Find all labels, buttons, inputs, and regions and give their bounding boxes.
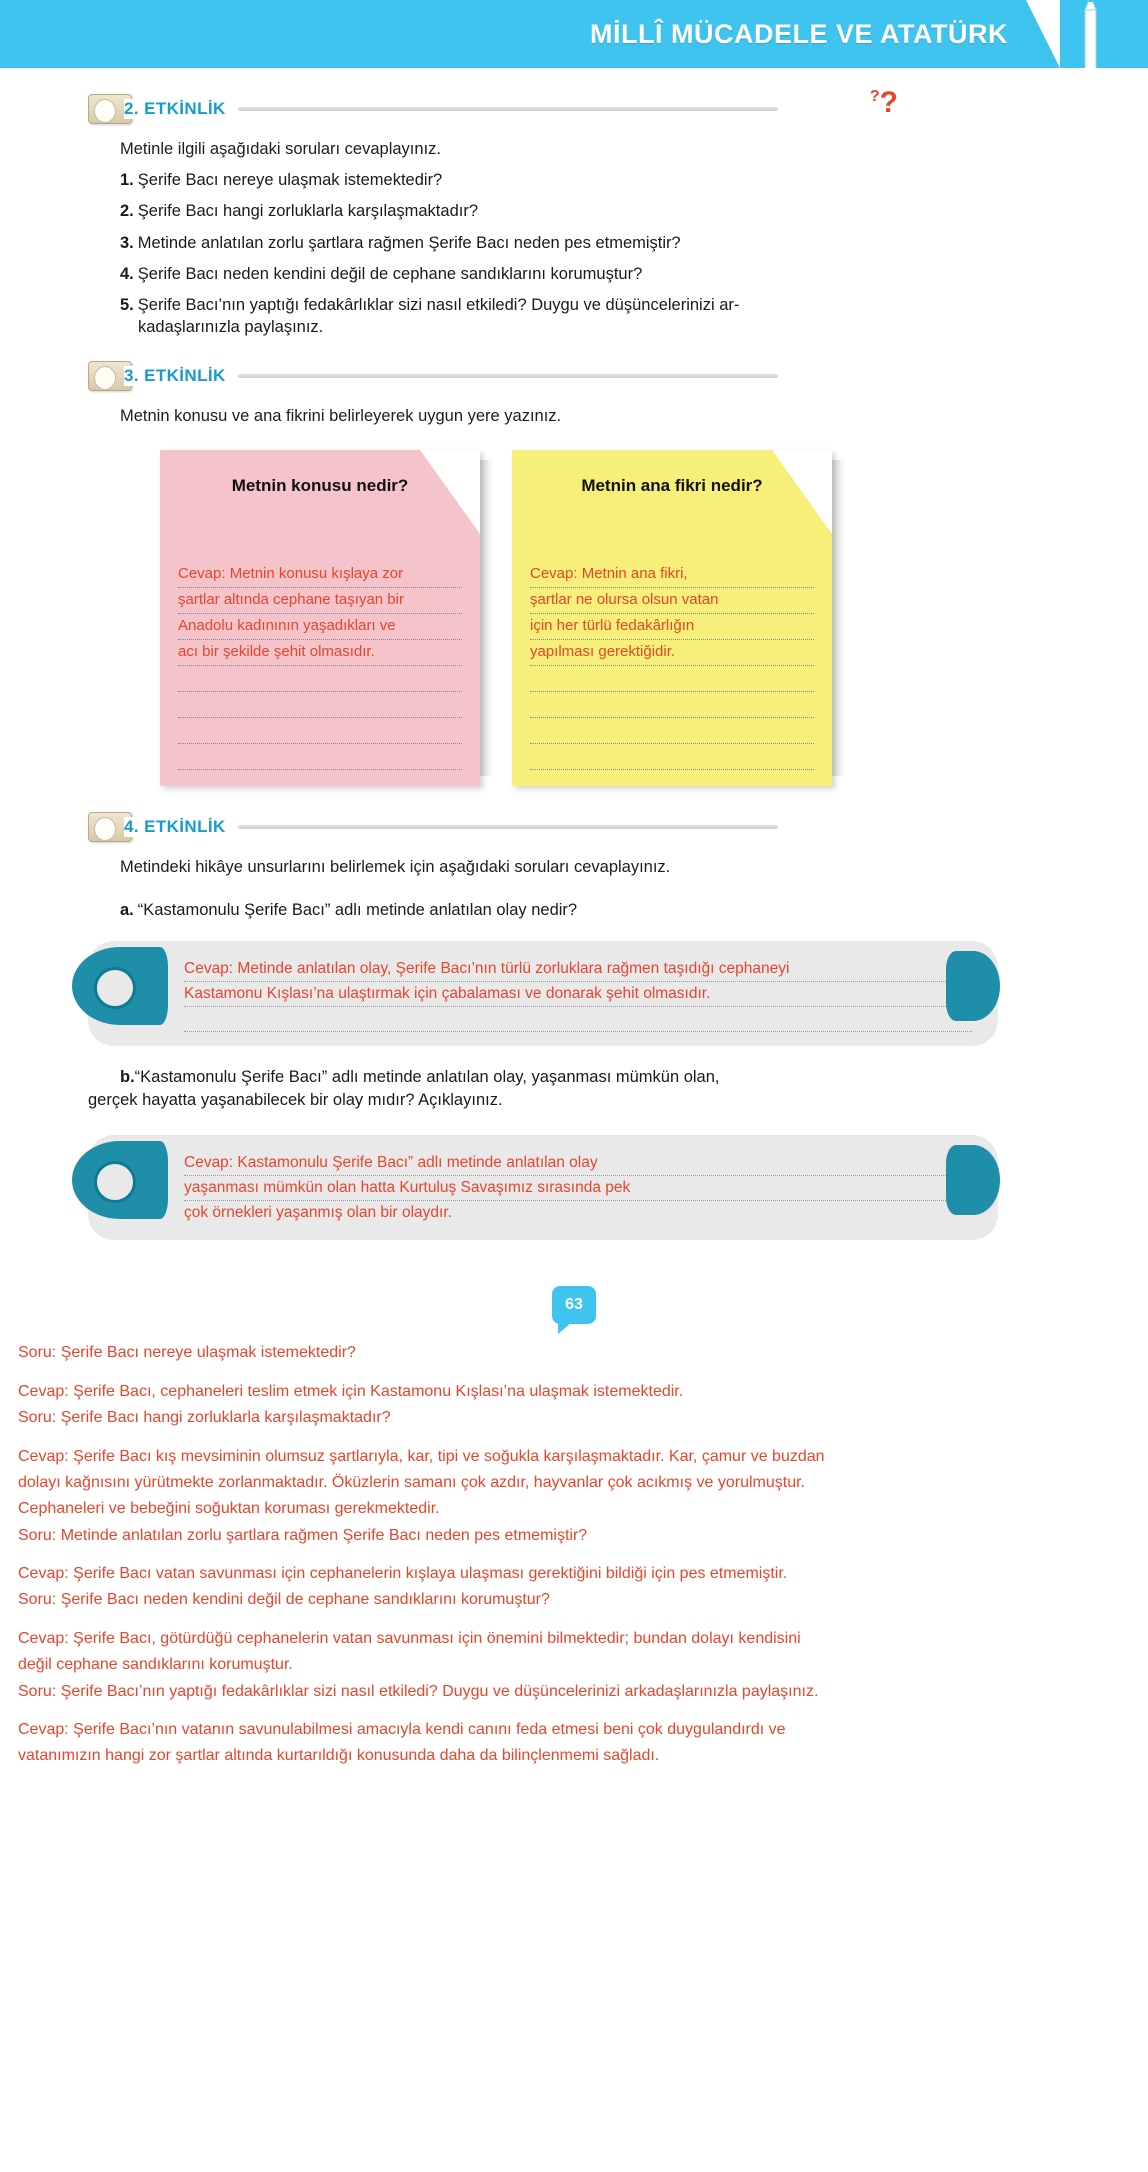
bubble-tail-icon bbox=[946, 951, 1000, 1021]
question-text: “Kastamonulu Şerife Bacı” adlı metinde anlatılan olay, yaşanması mümkün olan, bbox=[134, 1067, 720, 1086]
question-text-cont: gerçek hayatta yaşanabilecek bir olay mıdır? Açıklayınız. bbox=[88, 1091, 503, 1110]
list-item bbox=[120, 294, 910, 339]
answer-key-line: Cephaneleri ve bebeğini soğuktan koruması gerekmektedir. bbox=[18, 1500, 440, 1518]
pencil-icon bbox=[1078, 0, 1096, 68]
answer-key-line: Cevap: Şerife Bacı kış mevsiminin olumsuz şartlarıyla, kar, tipi ve soğukla karşılaşmaktadır. Kar, çamur ve buzdan bbox=[18, 1447, 825, 1465]
activity-rule bbox=[238, 374, 778, 378]
bubble-cap-icon bbox=[72, 947, 168, 1025]
spacer bbox=[18, 1434, 1130, 1446]
activity-2-header bbox=[88, 86, 898, 124]
question-text: Şerife Bacı’nın yaptığı fedakârlıklar sizi nasıl etkiledi? Duygu ve düşüncelerinizi ar- bbox=[137, 296, 740, 315]
activity-4-question-b bbox=[88, 1066, 948, 1114]
answer-bubble-a-wrap bbox=[88, 941, 998, 1046]
answer-line bbox=[530, 692, 814, 718]
question-letter: b. bbox=[120, 1067, 135, 1086]
answer-key-section bbox=[0, 1342, 1148, 1767]
question-number: 1. bbox=[120, 171, 134, 189]
answer-line: yapılması gerektiğidir. bbox=[530, 640, 814, 666]
answer-line: Kastamonu Kışlası’na ulaştırmak için çabalaması ve donarak şehit olmasıdır. bbox=[184, 982, 972, 1007]
activity-4-header bbox=[88, 812, 778, 842]
konu-anafikir-cards bbox=[160, 450, 860, 786]
activity-rule bbox=[238, 107, 778, 111]
answer-line bbox=[178, 718, 462, 744]
answer-key-line: Cevap: Şerife Bacı’nın vatanın savunulabilmesi amacıyla kendi canını feda etmesi beni çok duygulandırdı ve bbox=[18, 1721, 786, 1739]
card-title: Metnin konusu nedir? bbox=[231, 475, 409, 495]
page-body bbox=[0, 86, 1148, 1768]
answer-key-line: dolayı kağnısını yürütmekte zorlanmaktadır. Öküzlerin samanı çok azdır, hayvanlar çok acıkmış ve yorulmuştur. bbox=[18, 1473, 805, 1491]
activity-2-question-list bbox=[120, 169, 910, 339]
answer-key-line: Soru: Şerife Bacı nereye ulaşmak istemektedir? bbox=[18, 1344, 356, 1362]
spacer bbox=[18, 1551, 1130, 1563]
activity-3-intro: Metnin konusu ve ana fikrini belirleyerek uygun yere yazınız. bbox=[120, 406, 562, 425]
question-mark-small: ? bbox=[869, 88, 880, 105]
bubble-cap-icon bbox=[72, 1141, 168, 1219]
list-item bbox=[120, 263, 910, 285]
answer-line: şartlar ne olursa olsun vatan bbox=[530, 588, 814, 614]
answer-bubble-b[interactable] bbox=[88, 1135, 998, 1240]
activity-4-question-a bbox=[120, 899, 920, 923]
answer-key-line: Soru: Şerife Bacı hangi zorluklarla karşılaşmaktadır? bbox=[18, 1409, 391, 1427]
answer-line bbox=[178, 692, 462, 718]
question-text: Metinde anlatılan zorlu şartlara rağmen Şerife Bacı neden pes etmemiştir? bbox=[137, 233, 681, 252]
answer-key-line: Soru: Metinde anlatılan zorlu şartlara rağmen Şerife Bacı neden pes etmemiştir? bbox=[18, 1526, 588, 1544]
answer-line bbox=[530, 718, 814, 744]
header-notch bbox=[1026, 0, 1060, 68]
answer-line: şartlar altında cephane taşıyan bir bbox=[178, 588, 462, 614]
answer-key-line: değil cephane sandıklarını korumuştur. bbox=[18, 1656, 293, 1674]
question-letter: a. bbox=[120, 900, 134, 919]
page-title: MİLLÎ MÜCADELE VE ATATÜRK bbox=[590, 18, 1008, 49]
card-shadow bbox=[480, 460, 494, 776]
question-number: 4. bbox=[120, 264, 134, 283]
activity-2-label: 2. ETKİNLİK bbox=[124, 99, 238, 119]
answer-key-line: Cevap: Şerife Bacı, cephaneleri teslim etmek için Kastamonu Kışlası’na ulaşmak istemektedir. bbox=[18, 1382, 684, 1400]
spacer bbox=[18, 1369, 1130, 1381]
activity-4-label: 4. ETKİNLİK bbox=[124, 817, 238, 837]
answer-key-line: Soru: Şerife Bacı neden kendini değil de cephane sandıklarını korumuştur? bbox=[18, 1591, 550, 1609]
question-mark-icon bbox=[870, 86, 898, 120]
header-right-block bbox=[1060, 0, 1148, 68]
card-title: Metnin ana fikri nedir? bbox=[581, 475, 763, 495]
answer-line: acı bir şekilde şehit olmasıdır. bbox=[178, 640, 462, 666]
answer-bubble-a[interactable] bbox=[88, 941, 998, 1046]
answer-line: yaşanması mümkün olan hatta Kurtuluş Savaşımız sırasında pek bbox=[184, 1176, 972, 1201]
question-text: Şerife Bacı nereye ulaşmak istemektedir? bbox=[137, 171, 443, 189]
card-metnin-ana-fikri[interactable] bbox=[512, 450, 832, 786]
answer-line: Cevap: Metnin ana fikri, bbox=[530, 562, 814, 588]
question-text: “Kastamonulu Şerife Bacı” adlı metinde anlatılan olay nedir? bbox=[137, 900, 578, 919]
question-text: Şerife Bacı hangi zorluklarla karşılaşmaktadır? bbox=[137, 202, 478, 221]
activity-4-intro: Metindeki hikâye unsurlarını belirlemek için aşağıdaki soruları cevaplayınız. bbox=[120, 857, 671, 876]
answer-line bbox=[530, 744, 814, 770]
answer-line: çok örnekleri yaşanmış olan bir olaydır. bbox=[184, 1204, 452, 1222]
answer-key-line: Cevap: Şerife Bacı, götürdüğü cephanelerin vatan savunması için önemini bilmektedir; bundan dolayı kendisini bbox=[18, 1629, 801, 1647]
page-number-wrap bbox=[0, 1286, 1148, 1324]
question-mark-big: ? bbox=[879, 86, 898, 119]
spacer bbox=[18, 1616, 1130, 1628]
question-number: 5. bbox=[120, 296, 134, 315]
card-answer-lines[interactable] bbox=[530, 562, 814, 770]
answer-line bbox=[178, 666, 462, 692]
list-item bbox=[120, 200, 910, 222]
answer-line: Anadolu kadınının yaşadıkları ve bbox=[178, 614, 462, 640]
answer-line bbox=[184, 1007, 972, 1032]
card-answer-lines[interactable] bbox=[178, 562, 462, 770]
activity-3-label: 3. ETKİNLİK bbox=[124, 366, 238, 386]
card-shadow bbox=[832, 460, 846, 776]
activity-rule bbox=[238, 825, 778, 829]
answer-line: Cevap: Metnin konusu kışlaya zor bbox=[178, 562, 462, 588]
activity-3-header bbox=[88, 361, 778, 391]
question-text-cont: kadaşlarınızla paylaşınız. bbox=[138, 318, 324, 337]
answer-line: için her türlü fedakârlığın bbox=[530, 614, 814, 640]
answer-line bbox=[530, 666, 814, 692]
activity-2-intro: Metinle ilgili aşağıdaki soruları cevaplayınız. bbox=[120, 140, 441, 158]
answer-line bbox=[178, 744, 462, 770]
page-number-badge: 63 bbox=[552, 1286, 596, 1324]
card-metnin-konusu[interactable] bbox=[160, 450, 480, 786]
list-item bbox=[120, 169, 910, 191]
bubble-tail-icon bbox=[946, 1145, 1000, 1215]
spacer bbox=[18, 1707, 1130, 1719]
question-number: 3. bbox=[120, 233, 134, 252]
answer-key-line: Soru: Şerife Bacı’nın yaptığı fedakârlıklar sizi nasıl etkiledi? Duygu ve düşüncelerinizi arkadaşlarınızla paylaşınız. bbox=[18, 1682, 819, 1700]
answer-bubble-b-wrap bbox=[88, 1135, 998, 1240]
question-number: 2. bbox=[120, 202, 134, 221]
answer-line: Cevap: Metinde anlatılan olay, Şerife Bacı’nın türlü zorluklara rağmen taşıdığı cephaneyi bbox=[184, 957, 972, 982]
list-item bbox=[120, 232, 910, 254]
answer-key-line: Cevap: Şerife Bacı vatan savunması için cephanelerin kışlaya ulaşması gerektiğini bildiği için pes etmemiştir. bbox=[18, 1565, 788, 1583]
question-text: Şerife Bacı neden kendini değil de cephane sandıklarını korumuştur? bbox=[137, 264, 643, 283]
answer-key-line: vatanımızın hangi zor şartlar altında kurtarıldığı konusunda daha da bilinçlenmemi sağladı. bbox=[18, 1747, 660, 1765]
answer-line: Cevap: Kastamonulu Şerife Bacı” adlı metinde anlatılan olay bbox=[184, 1151, 972, 1176]
page-header bbox=[0, 0, 1148, 68]
